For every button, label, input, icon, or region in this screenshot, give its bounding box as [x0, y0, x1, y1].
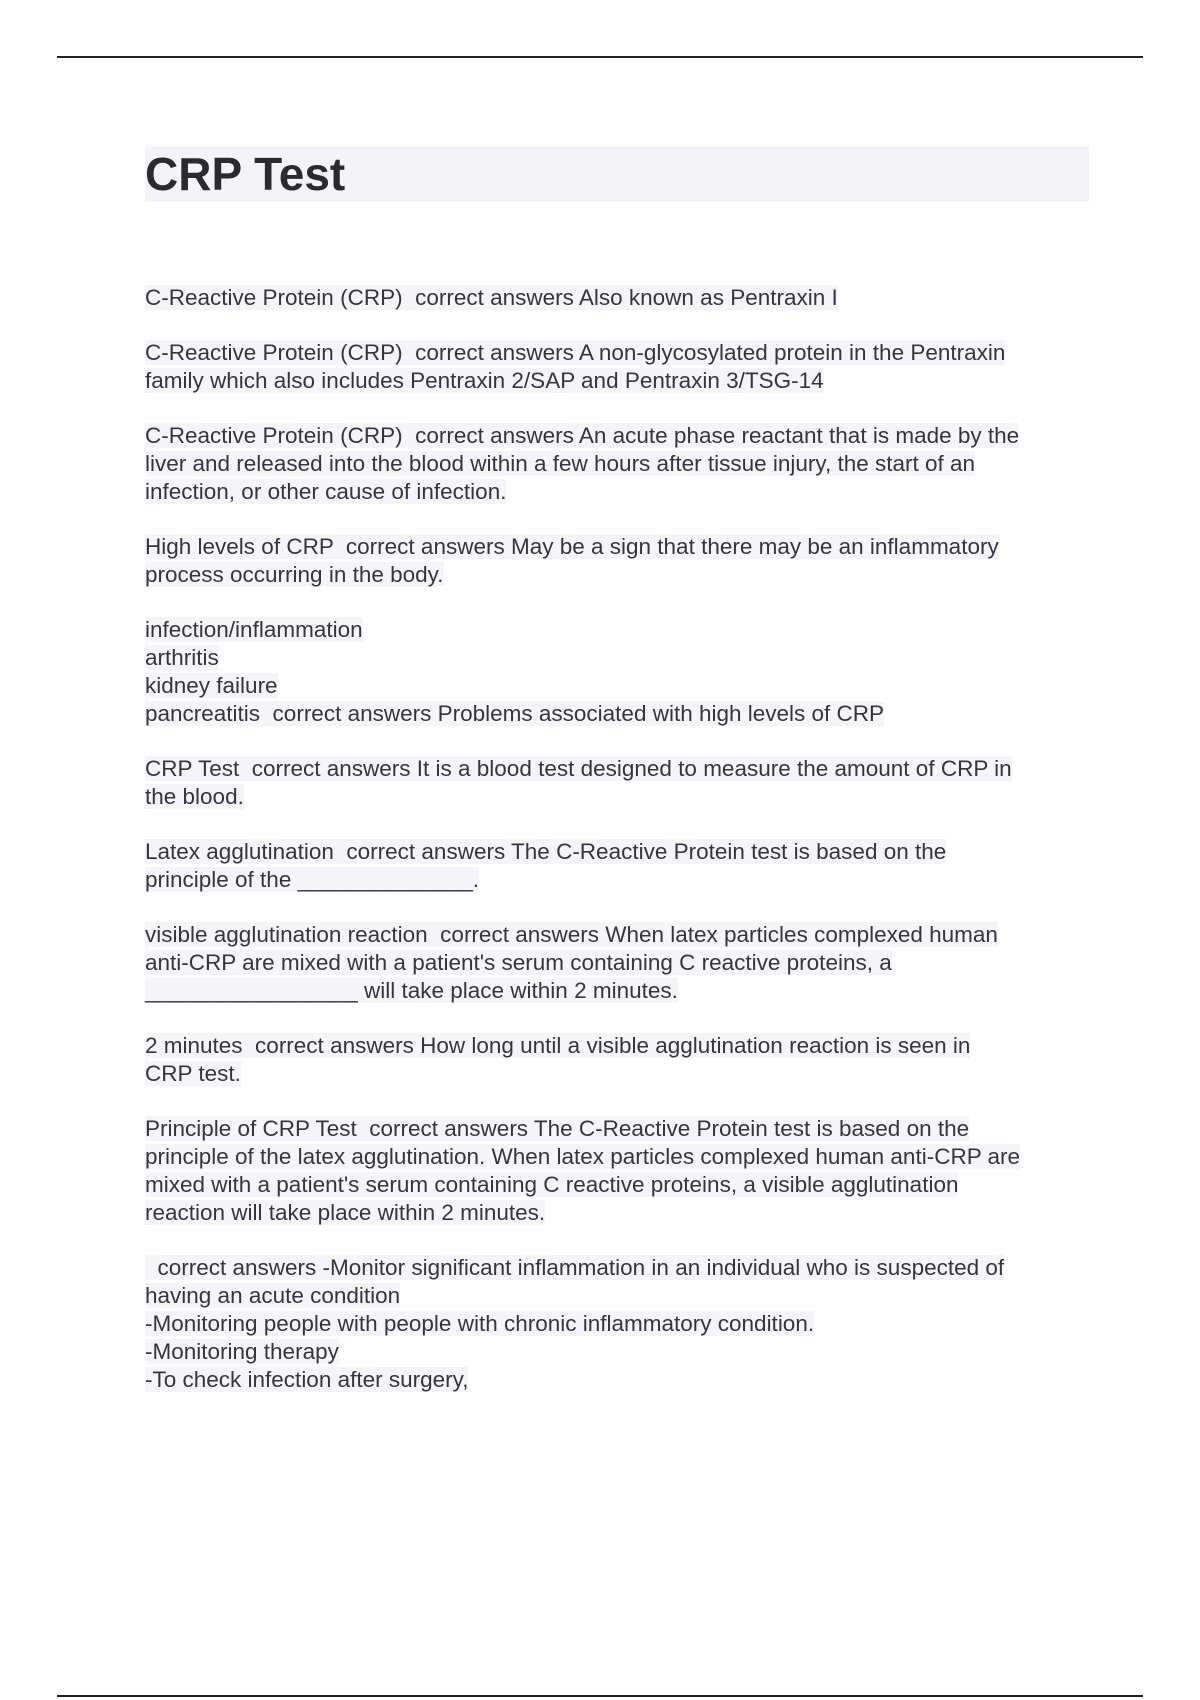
qa-line: [145, 1282, 1090, 1310]
qa-line: [145, 783, 1090, 811]
qa-line-text: having an acute condition: [145, 1283, 401, 1308]
qa-line-text: arthritis: [145, 645, 219, 670]
qa-line: [145, 1171, 1090, 1199]
qa-line-text: infection, or other cause of infection.: [145, 479, 507, 504]
qa-line-text: Latex agglutination correct answers The C-Reactive Protein test is based on the: [145, 839, 947, 864]
qa-line-text: kidney failure: [145, 673, 278, 698]
qa-item: [145, 422, 1090, 506]
qa-item: [145, 921, 1090, 1005]
qa-line: [145, 1310, 1090, 1338]
qa-line-text: Principle of CRP Test correct answers The C-Reactive Protein test is based on the: [145, 1116, 970, 1141]
qa-item: [145, 533, 1090, 589]
qa-line-text: High levels of CRP correct answers May be a sign that there may be an inflammatory: [145, 534, 999, 559]
qa-line-text: mixed with a patient's serum containing C reactive proteins, a visible agglutination: [145, 1172, 959, 1197]
qa-item: [145, 838, 1090, 894]
qa-line: [145, 1115, 1090, 1143]
qa-line-text: -Monitoring people with people with chronic inflammatory condition.: [145, 1311, 815, 1336]
qa-line: [145, 1338, 1090, 1366]
qa-line: [145, 977, 1090, 1005]
qa-line-text: infection/inflammation: [145, 617, 363, 642]
qa-line: [145, 478, 1090, 506]
qa-line: [145, 561, 1090, 589]
qa-line: [145, 921, 1090, 949]
qa-item: [145, 1254, 1090, 1394]
qa-item: [145, 1032, 1090, 1088]
qa-line: [145, 672, 1090, 700]
qa-line: [145, 700, 1090, 728]
page-title: CRP Test: [145, 148, 346, 200]
qa-line: [145, 1199, 1090, 1227]
qa-line-text: principle of the ______________.: [145, 867, 480, 892]
qa-line-text: C-Reactive Protein (CRP) correct answers Also known as Pentraxin I: [145, 285, 838, 310]
qa-line-text: the blood.: [145, 784, 244, 809]
qa-line-text: C-Reactive Protein (CRP) correct answers An acute phase reactant that is made by the: [145, 423, 1020, 448]
qa-line: [145, 450, 1090, 478]
qa-item: [145, 1115, 1090, 1227]
qa-line: [145, 616, 1090, 644]
qa-list: [145, 284, 1090, 1421]
top-rule: [57, 56, 1143, 58]
qa-line-text: family which also includes Pentraxin 2/SAP and Pentraxin 3/TSG-14: [145, 368, 824, 393]
qa-line: [145, 533, 1090, 561]
qa-line: [145, 1143, 1090, 1171]
bottom-rule: [57, 1695, 1143, 1697]
qa-line: [145, 339, 1090, 367]
qa-line-text: -Monitoring therapy: [145, 1339, 339, 1364]
qa-line: [145, 1060, 1090, 1088]
qa-line: [145, 284, 1090, 312]
qa-line-text: -To check infection after surgery,: [145, 1367, 469, 1392]
qa-line-text: visible agglutination reaction correct answers When latex particles complexed human: [145, 922, 998, 947]
qa-line-text: pancreatitis correct answers Problems associated with high levels of CRP: [145, 701, 885, 726]
qa-item: [145, 339, 1090, 395]
qa-line: [145, 755, 1090, 783]
qa-line-text: CRP Test correct answers It is a blood test designed to measure the amount of CRP in: [145, 756, 1012, 781]
qa-line-text: liver and released into the blood within a few hours after tissue injury, the start of an: [145, 451, 976, 476]
qa-line-text: 2 minutes correct answers How long until a visible agglutination reaction is seen in: [145, 1033, 971, 1058]
qa-line-text: process occurring in the body.: [145, 562, 444, 587]
qa-line: [145, 422, 1090, 450]
qa-item: [145, 755, 1090, 811]
qa-line-text: principle of the latex agglutination. When latex particles complexed human anti-CRP are: [145, 1144, 1021, 1169]
qa-item: [145, 284, 1090, 312]
qa-line-text: _________________ will take place within 2 minutes.: [145, 978, 678, 1003]
qa-line: [145, 949, 1090, 977]
qa-line: [145, 644, 1090, 672]
qa-line: [145, 1032, 1090, 1060]
qa-line: [145, 866, 1090, 894]
qa-line: [145, 1366, 1090, 1394]
qa-line-text: C-Reactive Protein (CRP) correct answers A non-glycosylated protein in the Pentraxin: [145, 340, 1006, 365]
qa-line: [145, 367, 1090, 395]
qa-item: [145, 616, 1090, 728]
qa-line-text: CRP test.: [145, 1061, 241, 1086]
qa-line-text: reaction will take place within 2 minutes.: [145, 1200, 546, 1225]
qa-line-text: anti-CRP are mixed with a patient's serum containing C reactive proteins, a: [145, 950, 892, 975]
qa-line: [145, 838, 1090, 866]
qa-line: [145, 1254, 1090, 1282]
qa-line-text: correct answers -Monitor significant inflammation in an individual who is suspected of: [145, 1255, 1005, 1280]
